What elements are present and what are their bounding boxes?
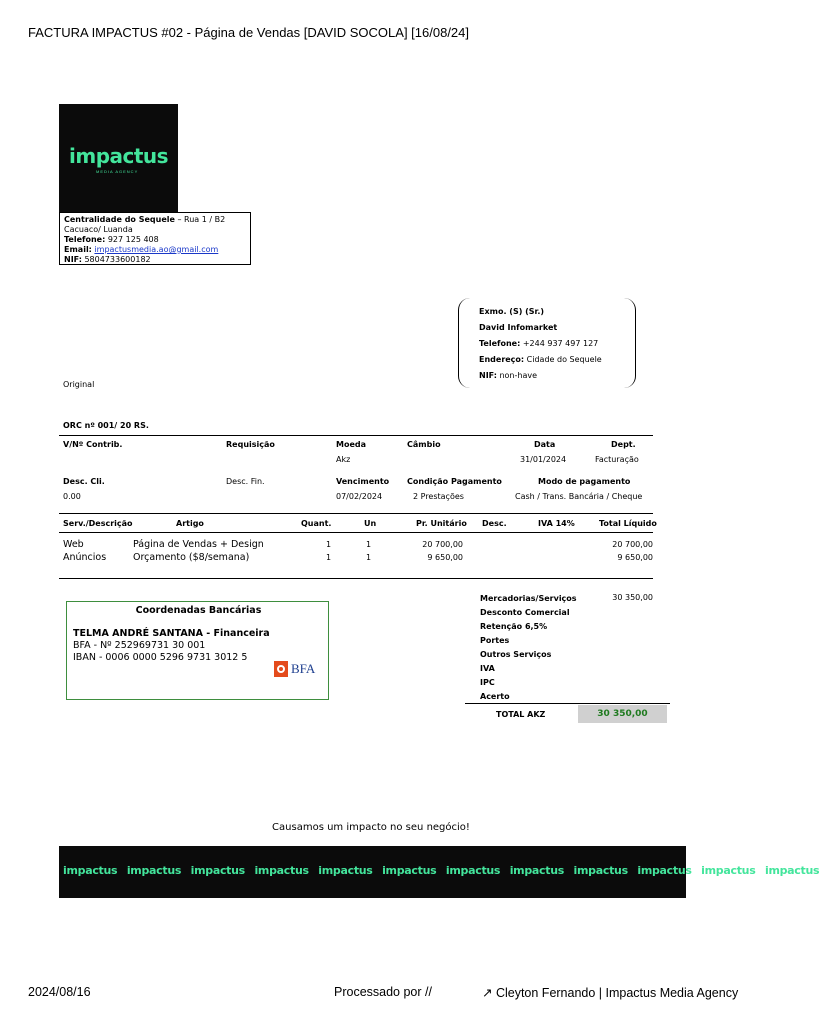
row-artigo: Página de Vendas + Design [133,539,264,550]
data-value: 31/01/2024 [520,455,567,464]
total-label: TOTAL AKZ [496,710,546,719]
footer-date: 2024/08/16 [28,985,91,999]
total-label-iva: IVA [480,664,495,673]
company-logo [59,104,178,212]
divider [59,513,653,514]
total-label-retencao: Retenção 6,5% [480,622,548,631]
nif: 5804733600182 [81,255,151,264]
header-contrib: V/Nº Contrib. [63,440,123,449]
modo-value: Cash / Trans. Bancária / Cheque [515,492,643,501]
address-label: Centralidade do Sequele [64,215,175,224]
bank-title: Coordenadas Bancárias [135,605,262,616]
row-serv: Web [63,539,84,550]
row-total: 20 700,00 [612,540,653,549]
bank-account: BFA - Nº 252969731 30 001 [73,640,206,651]
bank-iban: IBAN - 0006 0000 5296 9731 3012 5 [73,652,248,663]
mercadorias-value: 30 350,00 [612,593,653,602]
divider [59,578,653,579]
col-total: Total Líquido [599,519,657,528]
client-name: David Infomarket [479,323,558,332]
client-nif: non-have [496,371,537,380]
banner-text: impactus impactus impactus impactus impactus impactus impactus impactus impactus impactus impactus impactus [63,864,819,877]
col-serv: Serv./Descrição [63,519,133,528]
city: Cacuaco/ Luanda [64,225,133,234]
left-bracket [458,298,471,388]
copy-label: Original [63,380,95,389]
row-total: 9 650,00 [617,553,653,562]
divider [59,435,653,436]
company-info [59,212,251,265]
bank-holder: TELMA ANDRÉ SANTANA - Financeira [73,628,270,639]
total-label-ipc: IPC [480,678,495,687]
row-unit-price: 20 700,00 [422,540,463,549]
total-value: 30 350,00 [597,709,648,719]
col-artigo: Artigo [176,519,204,528]
address-rest: – Rua 1 / B2 [174,215,226,224]
client-phone-label: Telefone: [479,339,521,348]
slogan: Causamos um impacto no seu negócio! [272,822,470,833]
header-dept: Dept. [611,440,636,449]
header-condicao: Condição Pagamento [407,477,502,486]
client-salutation: Exmo. (S) (Sr.) [479,307,545,316]
row-unit-price: 9 650,00 [427,553,463,562]
bfa-logo-text: BFA [291,661,316,676]
header-modo: Modo de pagamento [538,477,631,486]
moeda-value: Akz [336,455,351,464]
col-unit-price: Pr. Unitário [416,519,467,528]
header-requisicao: Requisição [226,440,275,449]
total-label-outros: Outros Serviços [480,650,552,659]
bfa-icon [274,661,288,677]
header-vencimento: Vencimento [336,477,390,486]
total-label-acerto: Acerto [480,692,510,701]
row-un: 1 [366,540,372,549]
total-label-mercadorias: Mercadorias/Serviços [480,594,577,603]
header-desc-cli: Desc. Cli. [63,477,105,486]
row-quant: 1 [326,540,332,549]
client-address-label: Endereço: [479,355,525,364]
row-serv: Anúncios [63,552,107,563]
desc-cli-value: 0.00 [63,492,81,501]
total-label-desconto: Desconto Comercial [480,608,570,617]
bank-details [66,601,329,700]
nif-label: NIF: [64,255,82,264]
phone: 927 125 408 [105,235,159,244]
col-desc: Desc. [482,519,507,528]
logo-text: impactus [69,144,169,168]
divider [465,703,670,704]
right-bracket [623,298,636,388]
brand-banner [59,846,819,898]
client-phone: +244 937 497 127 [520,339,599,348]
client-address: Cidade do Sequele [524,355,602,364]
email-link[interactable]: impactusmedia.ao@gmail.com [94,245,219,254]
row-quant: 1 [326,553,332,562]
header-data: Data [534,440,556,449]
bfa-logo [274,661,315,677]
header-desc-fin: Desc. Fin. [226,477,265,486]
dept-value: Facturação [595,455,639,464]
col-iva: IVA 14% [538,519,575,528]
condicao-value: 2 Prestações [413,492,464,501]
client-nif-label: NIF: [479,371,497,380]
phone-label: Telefone: [64,235,106,244]
footer-credit-link[interactable]: ↗ Cleyton Fernando | Impactus Media Agency [482,986,739,1000]
logo-subtitle: MEDIA AGENCY [96,169,139,174]
col-un: Un [364,519,377,528]
divider [59,532,653,533]
row-artigo: Orçamento ($8/semana) [133,552,250,563]
header-cambio: Câmbio [407,440,441,449]
footer-processed: Processado por // [334,985,432,999]
col-quant: Quant. [301,519,332,528]
order-number: ORC nº 001/ 20 RS. [63,421,149,430]
email-label: Email: [64,245,92,254]
vencimento-value: 07/02/2024 [336,492,383,501]
header-moeda: Moeda [336,440,367,449]
page-title: FACTURA IMPACTUS #02 - Página de Vendas [DAVID SOCOLA] [16/08/24] [28,25,469,40]
total-label-portes: Portes [480,636,510,645]
row-un: 1 [366,553,372,562]
client-info [458,298,636,390]
totals-labels [480,592,577,704]
